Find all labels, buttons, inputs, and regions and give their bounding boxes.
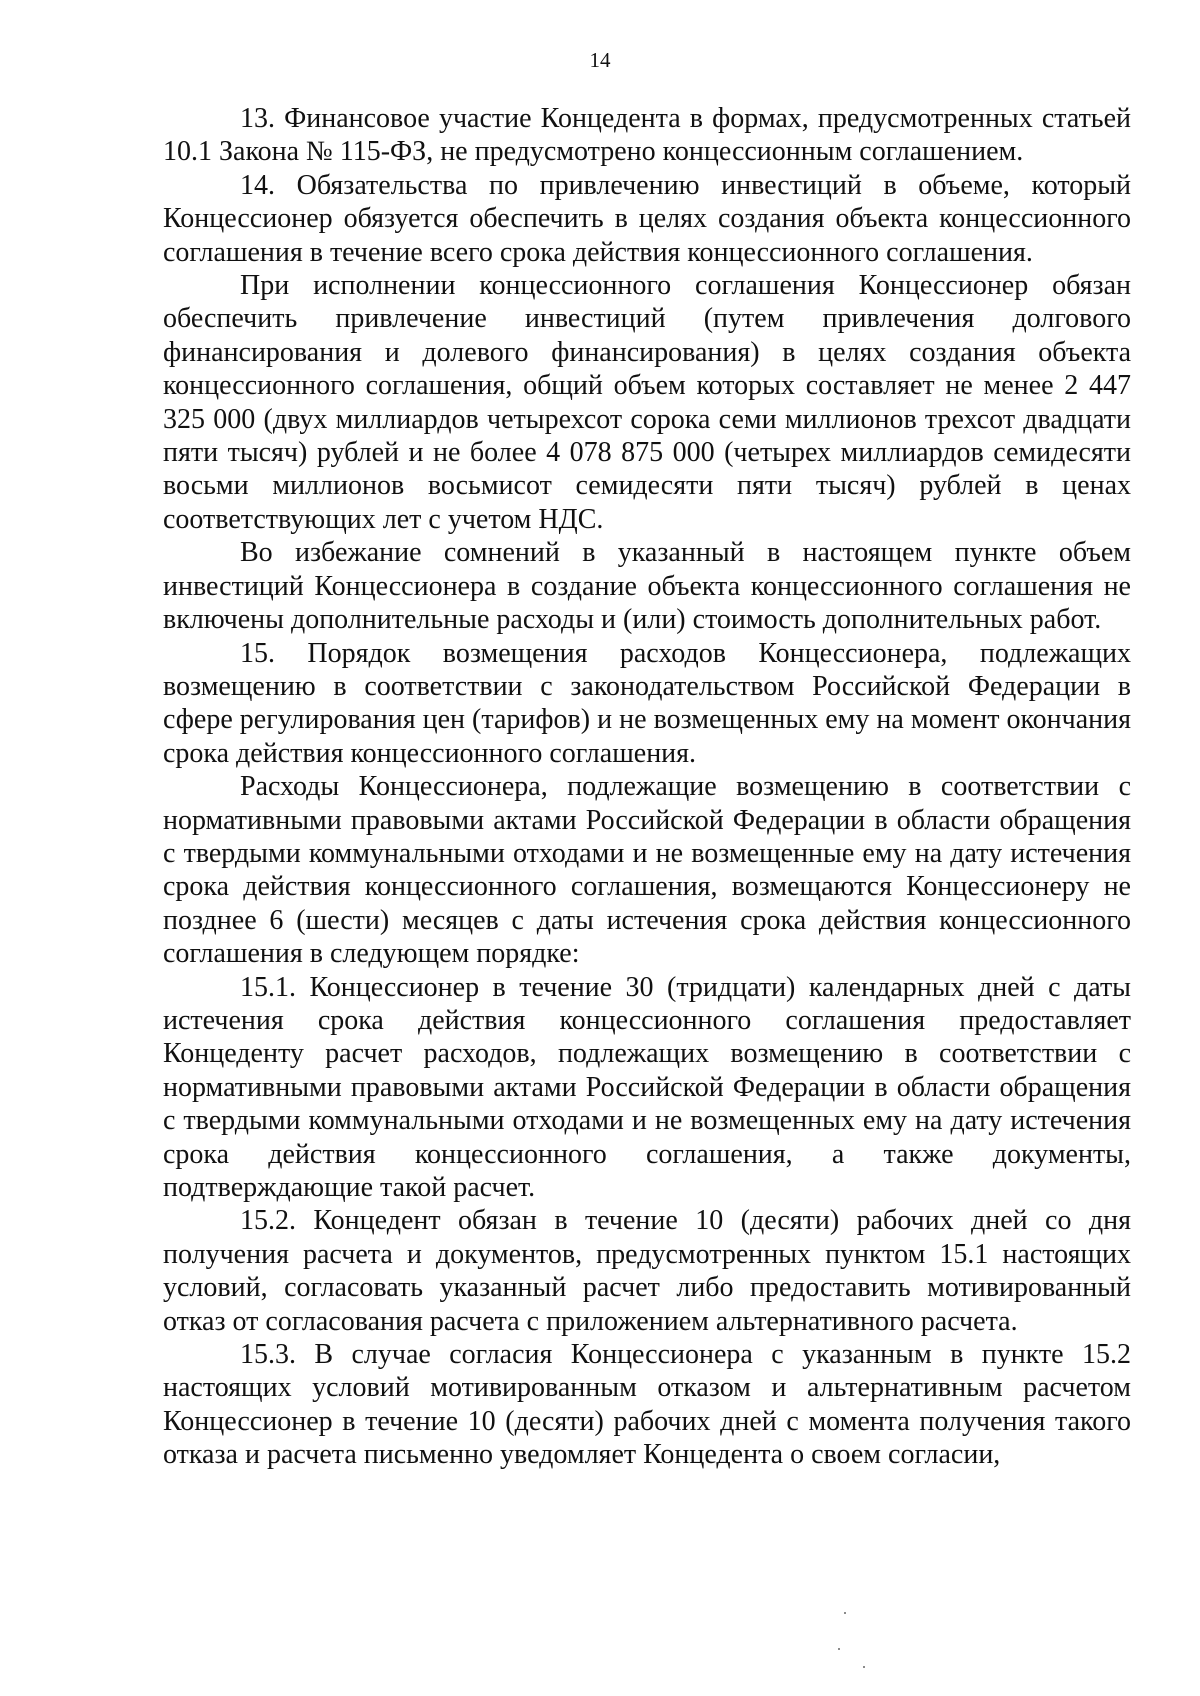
document-body	[163, 102, 1131, 1472]
scan-speck	[844, 1612, 846, 1614]
paragraph-15-expenses: Расходы Концессионера, подлежащие возмещению в соответствии с нормативными правовыми актами Российской Федерации в области обращения с твердыми коммунальными отходами и не возмещенные ему на дату истечения срока действия концессионного соглашения, возмещаются Концессионеру не позднее 6 (шести) месяцев с даты истечения срока действия концессионного соглашения в следующем порядке:	[163, 771, 1131, 970]
paragraph-14-investment-obligation: При исполнении концессионного соглашения Концессионер обязан обеспечить привлечение инвестиций (путем привлечения долгового финансирования и долевого финансирования) в целях создания объекта концессионного соглашения, общий объем которых составляет не менее 2 447 325 000 (двух миллиардов четырехсот сорока семи миллионов трехсот двадцати пяти тысяч) рублей и не более 4 078 875 000 (четырех миллиардов семидесяти восьми миллионов восьмисот семидесяти пяти тысяч) рублей в ценах соответствующих лет с учетом НДС.	[163, 270, 1131, 535]
paragraph-15-3: 15.3. В случае согласия Концессионера с указанным в пункте 15.2 настоящих условий мотивированным отказом и альтернативным расчетом Концессионер в течение 10 (десяти) рабочих дней с момента получения такого отказа и расчета письменно уведомляет Концедента о своем согласии,	[163, 1339, 1131, 1471]
paragraph-14-clarification: Во избежание сомнений в указанный в настоящем пункте объем инвестиций Концессионера в создание объекта концессионного соглашения не включены дополнительные расходы и (или) стоимость дополнительных работ.	[163, 537, 1131, 636]
paragraph-15-2: 15.2. Концедент обязан в течение 10 (десяти) рабочих дней со дня получения расчета и документов, предусмотренных пунктом 15.1 настоящих условий, согласовать указанный расчет либо предоставить мотивированный отказ от согласования расчета с приложением альтернативного расчета.	[163, 1205, 1131, 1337]
scan-speck	[838, 1648, 840, 1650]
page-number: 14	[589, 48, 611, 72]
scan-speck	[863, 1666, 865, 1668]
paragraph-13: 13. Финансовое участие Концедента в формах, предусмотренных статьей 10.1 Закона № 115-ФЗ, не предусмотрено концессионным соглашением.	[163, 103, 1131, 168]
paragraph-14: 14. Обязательства по привлечению инвестиций в объеме, который Концессионер обязуется обеспечить в целях создания объекта концессионного соглашения в течение всего срока действия концессионного соглашения.	[163, 169, 1131, 268]
paragraph-15: 15. Порядок возмещения расходов Концессионера, подлежащих возмещению в соответствии с законодательством Российской Федерации в сфере регулирования цен (тарифов) и не возмещенных ему на момент окончания срока действия концессионного соглашения.	[163, 637, 1131, 769]
paragraph-15-1: 15.1. Концессионер в течение 30 (тридцати) календарных дней с даты истечения срока действия концессионного соглашения предоставляет Концеденту расчет расходов, подлежащих возмещению в соответствии с нормативными правовыми актами Российской Федерации в области обращения с твердыми коммунальными отходами и не возмещенных ему на дату истечения срока действия концессионного соглашения, а также документы, подтверждающие такой расчет.	[163, 971, 1131, 1203]
scan-specks	[838, 1612, 878, 1672]
